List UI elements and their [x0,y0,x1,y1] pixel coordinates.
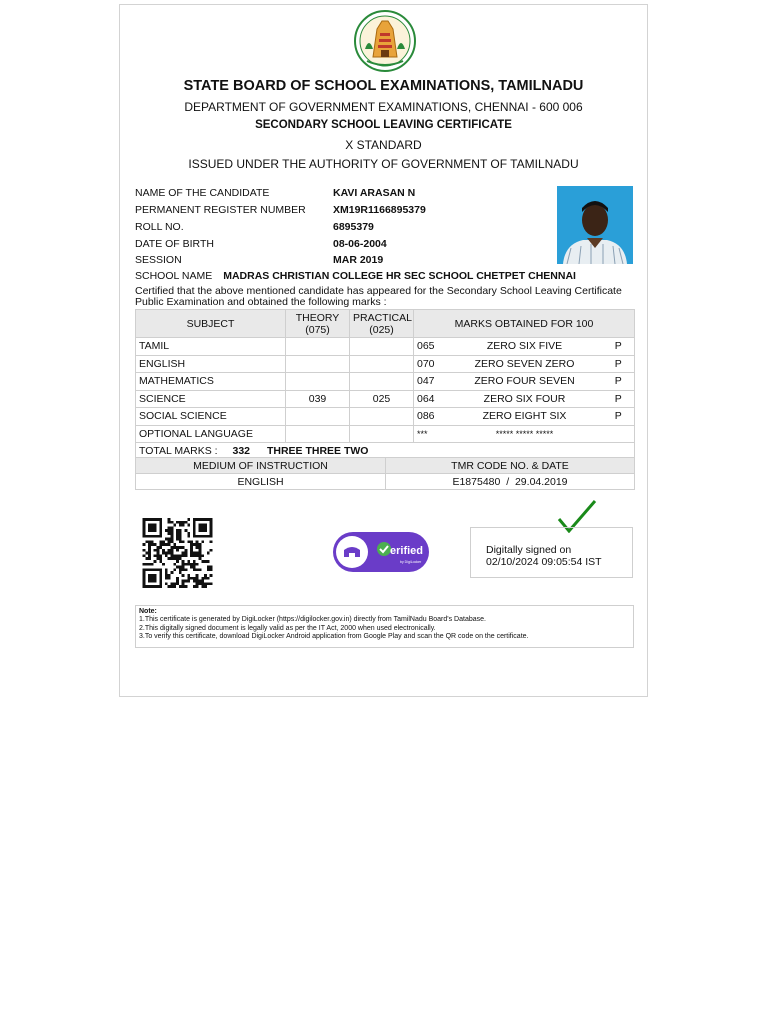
medium-value: ENGLISH [136,474,386,490]
table-row [136,390,635,408]
total-words: THREE THREE TWO [266,445,369,458]
note-line: 3.To verify this certificate, download DigiLocker Android application from Google Play and scan the QR code on the certificate. [139,632,529,640]
certified-statement: Certified that the above mentioned candidate has appeared for the Secondary School Leaving Certificate Public Examination and obtained the following marks : [135,285,622,308]
subject-cell: SOCIAL SCIENCE [136,408,286,426]
subject-cell: OPTIONAL LANGUAGE [136,425,286,443]
theory-cell [286,408,350,426]
signature-line-1: Digitally signed on [486,544,572,556]
tamilnadu-emblem-icon [353,9,417,73]
practical-cell: 025 [350,390,414,408]
note-title: Note: [139,608,157,615]
result-cell: P [603,338,635,356]
register-number-value: XM19R1166895379 [333,204,426,216]
marks-cell: 086 [414,408,447,426]
school-row [135,270,576,282]
tmr-separator: / [506,475,510,488]
marks-words-cell: ZERO SIX FOUR [447,390,603,408]
result-cell: P [603,373,635,391]
roll-number-value: 6895379 [333,221,374,233]
marks-cell: 047 [414,373,447,391]
result-cell [603,425,635,443]
certificate-title: SECONDARY SCHOOL LEAVING CERTIFICATE [255,119,512,131]
marks-words-cell: ***** ***** ***** [447,425,603,443]
theory-cell: 039 [286,390,350,408]
qr-modules [143,518,213,588]
verified-badge-text: erified [390,545,424,557]
table-row [136,338,635,356]
subject-cell: ENGLISH [136,355,286,373]
roll-number-label: ROLL NO. [135,221,184,233]
marks-table [135,309,635,461]
header-marks-obtained: MARKS OBTAINED FOR 100 [414,310,635,338]
school-name-label: SCHOOL NAME [135,270,213,282]
register-number-label: PERMANENT REGISTER NUMBER [135,204,306,216]
result-cell: P [603,355,635,373]
theory-cell [286,373,350,391]
tmr-date: 29.04.2019 [514,475,568,488]
marks-words-cell: ZERO FOUR SEVEN [447,373,603,391]
digilocker-verified-badge [332,531,430,573]
practical-cell [350,355,414,373]
table-row [136,355,635,373]
digital-signature-box [470,527,633,578]
dob-value: 08-06-2004 [333,238,387,250]
signature-line-2: 02/10/2024 09:05:54 IST [486,556,602,568]
marks-cell: *** [414,425,447,443]
marks-cell: 070 [414,355,447,373]
practical-cell [350,373,414,391]
dob-label: DATE OF BIRTH [135,238,214,250]
candidate-name-label: NAME OF THE CANDIDATE [135,187,270,199]
tmr-header: TMR CODE NO. & DATE [386,458,635,474]
certificate-page [119,4,648,697]
note-line: 1.This certificate is generated by DigiLocker (https://digilocker.gov.in) directly from TamilNadu Board's Database. [139,616,486,624]
header-subject: SUBJECT [136,310,286,338]
tmr-value [386,474,635,490]
table-row [136,373,635,391]
marks-words-cell: ZERO SEVEN ZERO [447,355,603,373]
standard-line: X STANDARD [345,138,422,152]
subject-cell: TAMIL [136,338,286,356]
practical-cell [350,425,414,443]
header-theory-max: (075) [305,323,330,336]
medium-header: MEDIUM OF INSTRUCTION [136,458,386,474]
table-row [136,425,635,443]
session-value: MAR 2019 [333,254,384,266]
header-theory [286,310,350,338]
total-value: 332 [232,445,251,458]
candidate-name-value: KAVI ARASAN N [333,187,416,199]
board-title: STATE BOARD OF SCHOOL EXAMINATIONS, TAMILNADU [183,78,584,94]
candidate-photo [557,186,633,264]
verified-badge-sub: by DigiLocker [400,560,422,564]
tmr-code: E1875480 [452,475,501,488]
result-cell: P [603,390,635,408]
subject-cell: MATHEMATICS [136,373,286,391]
result-cell: P [603,408,635,426]
theory-cell [286,338,350,356]
marks-cell: 065 [414,338,447,356]
practical-cell [350,408,414,426]
header-practical [350,310,414,338]
note-line: 2.This digitally signed document is legally valid as per the IT Act, 2000 when used electronically. [139,624,436,632]
school-name-value: MADRAS CHRISTIAN COLLEGE HR SEC SCHOOL CHETPET CHENNAI [223,270,576,282]
marks-words-cell: ZERO SIX FIVE [447,338,603,356]
marks-cell: 064 [414,390,447,408]
note-box [135,605,634,648]
total-label: TOTAL MARKS : [139,445,218,458]
marks-words-cell: ZERO EIGHT SIX [447,408,603,426]
session-label: SESSION [135,254,182,266]
header-practical-label: PRACTICAL [353,311,412,324]
subject-cell: SCIENCE [136,390,286,408]
header-theory-label: THEORY [295,311,340,324]
header-practical-max: (025) [369,323,394,336]
table-row [136,408,635,426]
department-line: DEPARTMENT OF GOVERNMENT EXAMINATIONS, CHENNAI - 600 006 [184,100,583,114]
theory-cell [286,355,350,373]
practical-cell [350,338,414,356]
qr-code[interactable] [140,518,215,588]
medium-table [135,457,635,490]
theory-cell [286,425,350,443]
authority-line: ISSUED UNDER THE AUTHORITY OF GOVERNMENT OF TAMILNADU [188,157,579,171]
